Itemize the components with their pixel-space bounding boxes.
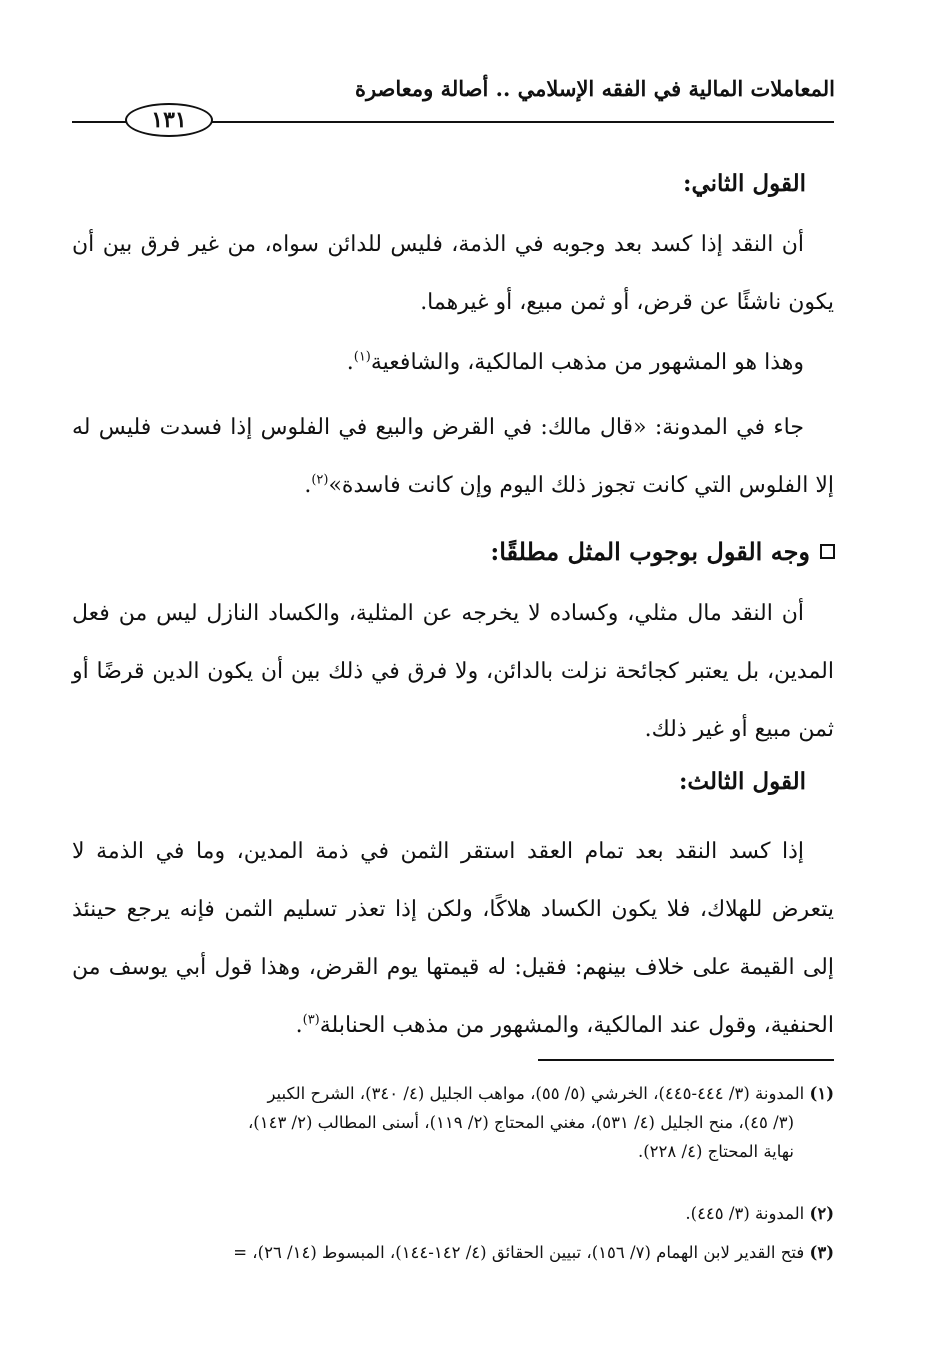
heading-third-opinion: القول الثالث:: [678, 768, 806, 795]
footnote-1-line-2: (٣/ ٤٥)، منح الجليل (٤/ ٥٣١)، مغني المحتاج (٢/ ١١٩)، أسنى المطالب (٢/ ١٤٣)،: [247, 1113, 794, 1132]
footnote-2-text: المدونة (٣/ ٤٤٥).: [685, 1204, 805, 1223]
paragraph-third-end: .: [295, 1013, 303, 1038]
footnote-separator: [538, 1059, 834, 1061]
square-bullet-icon: [820, 544, 835, 559]
paragraph-third-opinion: [72, 823, 834, 1055]
footnote-1-text: المدونة (٣/ ٤٤٤-٤٤٥)، الخرشي (٥/ ٥٥)، مواهب الجليل (٤/ ٣٤٠)، الشرح الكبير: [267, 1084, 805, 1103]
paragraph-mashhur: [72, 345, 834, 381]
footnote-3-text: فتح القدير لابن الهمام (٧/ ١٥٦)، تبيين الحقائق (٤/ ١٤٢-١٤٤)، المبسوط (١٤/ ٢٦)، =: [233, 1243, 805, 1262]
paragraph-third-text: إذا كسد النقد بعد تمام العقد استقر الثمن في ذمة المدين، وما في الذمة لا يتعرض للهلاك، فلا يكون الكساد هلاكًا، ولكن إذا تعذر تسليم الثمن فإنه يرجع حينئذ إلى القيمة على خلاف بينهم: فقيل: له قيمتها يوم القرض، وهذا قول أبي يوسف من الحنفية، وقول عند المالكية، والمشهور من مذهب الحنابلة: [72, 839, 834, 1038]
paragraph-mudawwana-text: جاء في المدونة: «قال مالك: في القرض والبيع في الفلوس إذا فسدت فليس له إلا الفلوس التي كانت تجوز ذلك اليوم وإن كانت فاسدة»: [72, 415, 834, 498]
paragraph-second-opinion: أن النقد إذا كسد بعد وجوبه في الذمة، فليس للدائن سواه، من غير فرق بين أن يكون ناشئًا عن قرض، أو ثمن مبيع، أو غيرهما.: [72, 232, 834, 315]
paragraph-mudawwana-end: .: [304, 473, 312, 498]
footnote-3: [72, 1238, 834, 1267]
footnote-ref-3: (٣): [302, 1012, 320, 1028]
paragraph-mashhur-end: .: [346, 350, 354, 375]
page-number: ١٣١: [125, 103, 213, 137]
footnote-3-number: (٣): [809, 1243, 834, 1262]
footnote-1: [72, 1079, 834, 1166]
footnote-1-line-1: [72, 1079, 834, 1108]
footnote-ref-2: (٢): [311, 472, 329, 488]
footnote-ref-1: (١): [353, 349, 371, 365]
section-heading: [490, 537, 835, 566]
section-heading-text: وجه القول بوجوب المثل مطلقًا:: [490, 537, 810, 566]
footnote-2: [72, 1199, 834, 1228]
paragraph-wajh: أن النقد مال مثلي، وكساده لا يخرجه عن المثلية، والكساد النازل ليس من فعل المدين، بل يعتبر كجائحة نزلت بالدائن، ولا فرق في ذلك بين أن يكون الدين قرضًا أو ثمن مبيع أو غير ذلك.: [72, 601, 834, 742]
heading-second-opinion: القول الثاني:: [682, 170, 806, 197]
footnote-2-number: (٢): [809, 1204, 834, 1223]
footnote-1-number: (١): [809, 1084, 834, 1103]
paragraph-mudawwana: [72, 399, 834, 515]
running-title: المعاملات المالية في الفقه الإسلامي .. أصالة ومعاصرة: [354, 76, 835, 101]
paragraph-mashhur-text: وهذا هو المشهور من مذهب المالكية، والشافعية: [370, 350, 804, 375]
footnote-1-line-3: نهاية المحتاج (٤/ ٢٢٨).: [637, 1142, 794, 1161]
